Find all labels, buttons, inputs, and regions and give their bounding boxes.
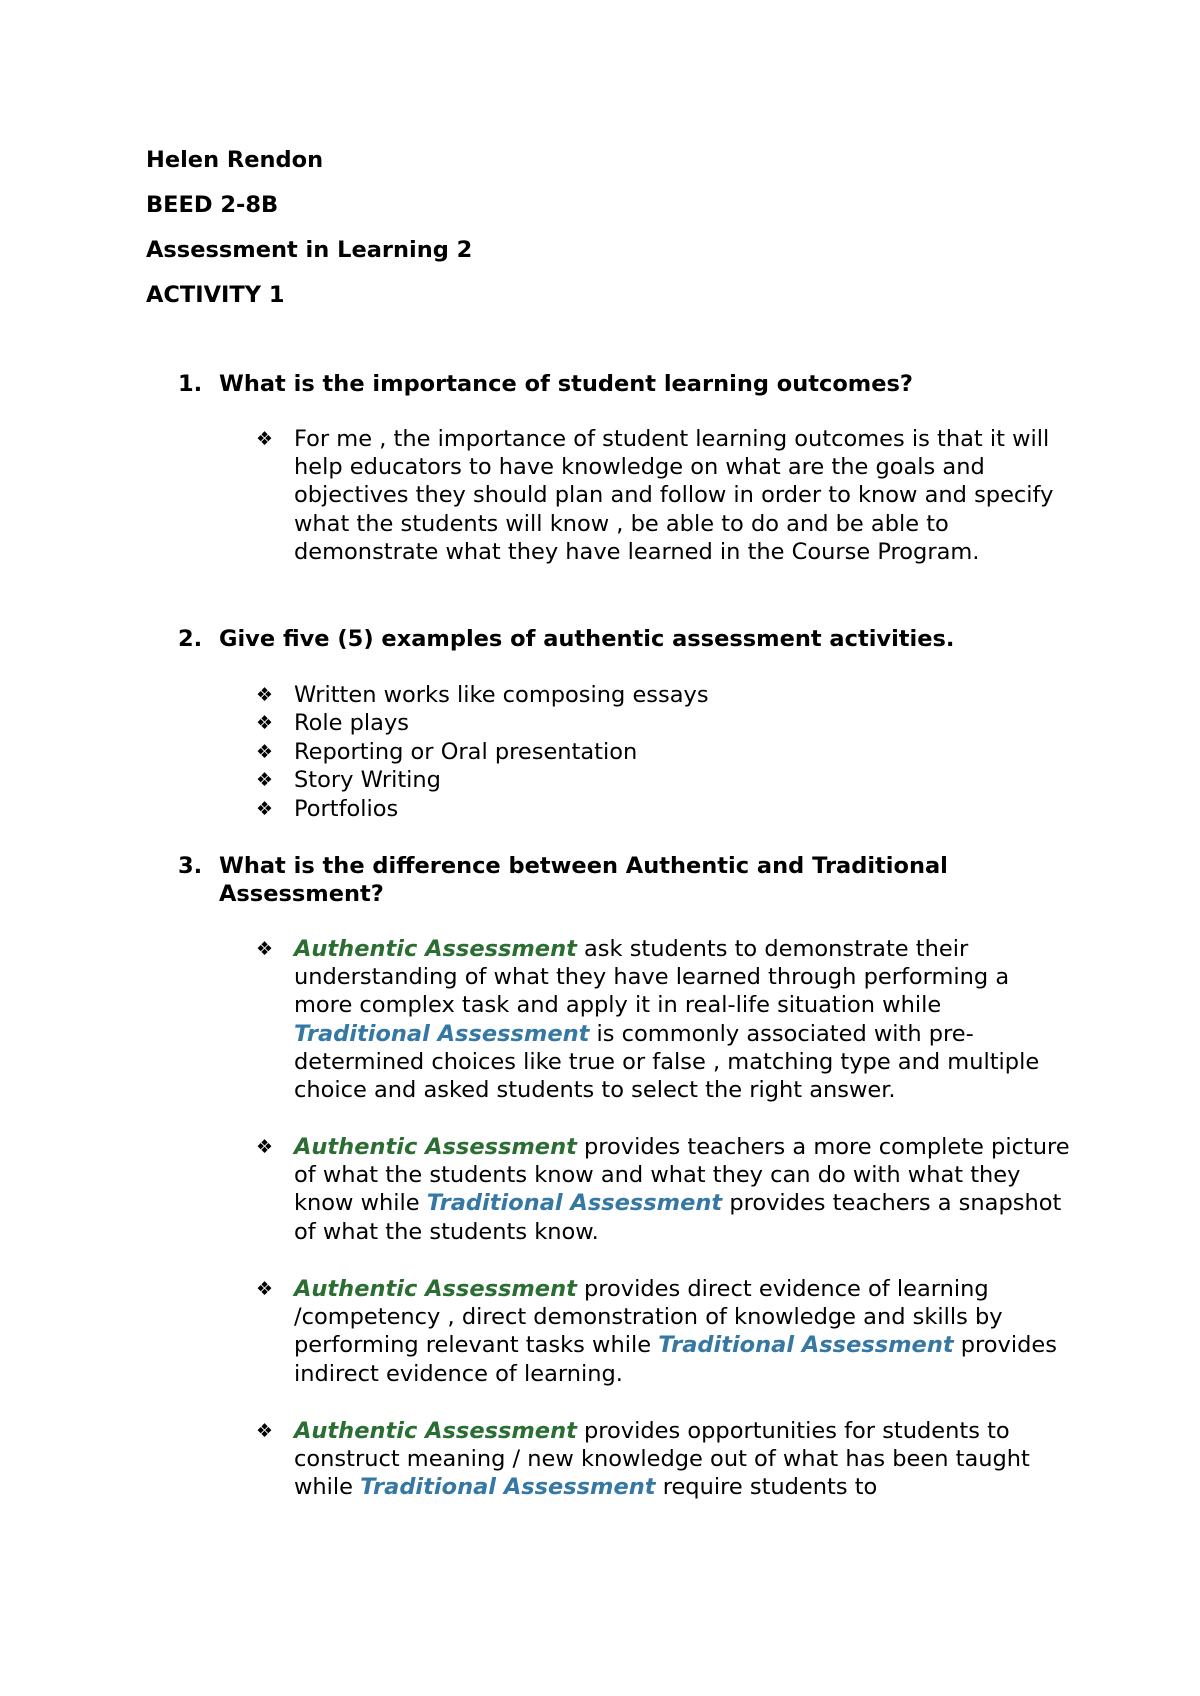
subject-title: Assessment in Learning 2 <box>146 237 473 263</box>
diamond-bullet-icon: ❖ <box>256 1420 274 1442</box>
activity-title: ACTIVITY 1 <box>146 282 285 308</box>
diamond-bullet-icon: ❖ <box>256 428 274 450</box>
diamond-bullet-icon: ❖ <box>256 1278 274 1300</box>
authentic-description: provides teachers a more complete picture of what the students know and what they can do with what they know while <box>294 1134 1070 1217</box>
example-text: Written works like composing essays <box>294 682 709 708</box>
question-text: What is the importance of student learning outcomes? <box>219 371 913 397</box>
comparison-text <box>294 1417 1074 1502</box>
traditional-description: is commonly associated with pre-determined choices like true or false , matching type and multiple choice and asked students to select the right answer. <box>294 1020 1040 1104</box>
diamond-bullet-icon: ❖ <box>256 798 274 820</box>
traditional-assessment-term: Traditional Assessment <box>426 1190 723 1217</box>
traditional-description: provides indirect evidence of learning. <box>294 1332 1057 1387</box>
diamond-bullet-icon: ❖ <box>256 938 274 960</box>
authentic-description: provides direct evidence of learning /competency , direct demonstration of knowledge and skills by performing relevant tasks while <box>294 1276 1003 1359</box>
question-text: Give five (5) examples of authentic assessment activities. <box>219 626 955 652</box>
question-number: 2. <box>178 626 203 652</box>
diamond-bullet-icon: ❖ <box>256 712 274 734</box>
authentic-description: provides opportunities for students to construct meaning / new knowledge out of what has been taught while <box>294 1418 1030 1501</box>
example-text: Story Writing <box>294 767 441 793</box>
authentic-assessment-term: Authentic Assessment <box>294 1418 577 1444</box>
class-section: BEED 2-8B <box>146 192 279 218</box>
diamond-bullet-icon: ❖ <box>256 1136 274 1158</box>
authentic-assessment-term: Authentic Assessment <box>294 1276 577 1302</box>
diamond-bullet-icon: ❖ <box>256 769 274 791</box>
authentic-assessment-term: Authentic Assessment <box>294 1134 577 1160</box>
question-number: 1. <box>178 371 203 397</box>
comparison-text <box>294 935 1074 1104</box>
example-text: Reporting or Oral presentation <box>294 739 638 765</box>
question-text: What is the difference between Authentic and Traditional Assessment? <box>219 853 948 907</box>
student-name: Helen Rendon <box>146 147 324 173</box>
traditional-description: provides teachers a snapshot of what the students know. <box>294 1190 1062 1245</box>
example-text: Portfolios <box>294 796 399 822</box>
diamond-bullet-icon: ❖ <box>256 741 274 763</box>
example-text: Role plays <box>294 710 409 736</box>
traditional-description: require students to <box>662 1474 878 1501</box>
comparison-text <box>294 1275 1074 1388</box>
question-number: 3. <box>178 853 203 879</box>
traditional-assessment-term: Traditional Assessment <box>294 1020 590 1047</box>
comparison-text <box>294 1133 1074 1246</box>
diamond-bullet-icon: ❖ <box>256 684 274 706</box>
traditional-assessment-term: Traditional Assessment <box>658 1332 954 1359</box>
answer-text: For me , the importance of student learning outcomes is that it will help educators to have knowledge on what are the goals and objectives they should plan and follow in order to know and specify what the students will know , be able to do and be able to demonstrate what they have learned in the Course Program. <box>294 426 1054 565</box>
traditional-assessment-term: Traditional Assessment <box>360 1474 656 1501</box>
authentic-assessment-term: Authentic Assessment <box>294 936 577 962</box>
authentic-description: ask students to demonstrate their understanding of what they have learned through performing a more complex task and apply it in real-life situation while <box>294 936 1010 1019</box>
